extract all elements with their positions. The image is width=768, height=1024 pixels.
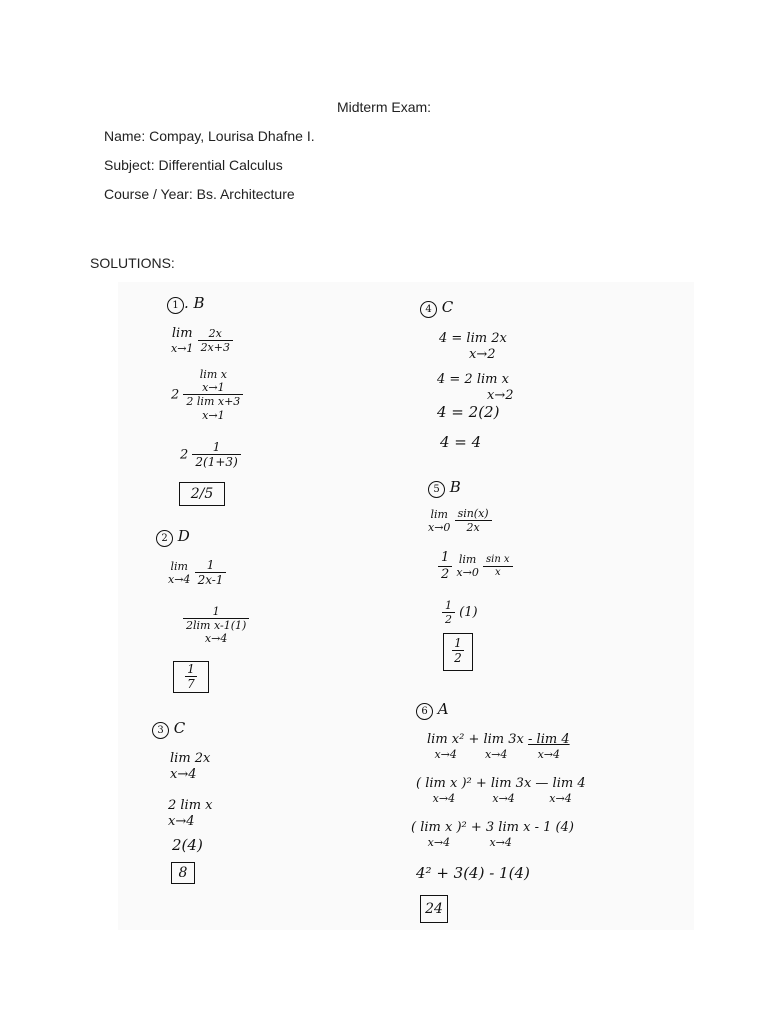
term-c: — lim 4 [535,776,586,791]
term-c-sub: x→4 [537,747,561,761]
fraction-numerator: 1 [195,558,227,573]
term-c: - 1 (4) [534,820,574,835]
problem-5-step-2 [438,550,513,582]
term-c-sub: x→4 [549,791,572,805]
fraction-numerator: 1 [183,605,249,619]
course-line [104,186,295,202]
result-numerator: 1 [454,636,462,650]
problem-1-result-box: 2/5 [179,482,225,506]
problem-5-step-1 [428,507,492,534]
problem-6-number: 6 [416,703,433,720]
term-b-sub: x→4 [489,835,512,849]
problem-3-header [152,719,185,739]
term-a: lim x² [427,732,465,747]
problem-3-answer: C [173,719,186,737]
denominator-lim: 2 lim x+3 [186,395,241,409]
lim-subscript: x→0 [428,520,451,534]
problem-5-number: 5 [428,481,445,498]
term-c: - lim 4 [528,732,570,747]
problem-1-header: 1 . B [167,294,205,314]
problem-6-step-3 [411,820,574,849]
term-b: + lim 3x [468,732,524,747]
term-b: + 3 lim x [470,820,531,835]
course-value: Bs. Architecture [196,186,295,202]
problem-4-answer: C [441,298,454,316]
problem-2-number: 2 [156,530,173,547]
term-b-sub: x→4 [484,747,508,761]
lim-subscript: x→4 [168,813,195,829]
result-numerator: 1 [187,662,195,676]
lim-subscript: x→2 [487,387,514,403]
problem-6-answer: A [437,700,449,718]
name-label: Name: [104,128,146,144]
subject-line [104,157,283,173]
problem-3-step-2 [168,798,213,829]
fraction-numerator: sin(x) [455,507,492,521]
fraction-numerator: 1 [442,599,455,613]
lim-subscript: x→1 [171,341,194,355]
term-b: + lim 3x [475,776,532,791]
fraction-denominator: 2 [445,613,452,627]
subject-label: Subject: [104,157,155,173]
lim-text: lim [458,552,477,566]
solutions-label: SOLUTIONS: [90,255,175,271]
term-a-sub: x→4 [432,791,456,805]
problem-3-number: 3 [152,722,169,739]
problem-4-header [420,298,453,318]
problem-3-step-1 [170,751,210,782]
problem-6-result-box: 24 [420,895,448,923]
term-a: ( lim x )² [416,776,472,791]
fraction-denominator: 2(1+3) [195,455,238,470]
exam-title: Midterm Exam: [336,99,432,115]
numerator-sub: x→1 [202,381,225,395]
problem-2-header [156,527,190,547]
problem-1-number: 1 [167,297,184,314]
fraction-denominator: 2x [466,521,480,535]
name-value: Compay, Lourisa Dhafne I. [149,128,315,144]
step-prefix: 2 [180,447,189,463]
problem-2-step-1 [168,558,226,588]
step-tail: (1) [459,605,478,621]
result-denominator: 2 [454,651,462,665]
problem-3-step-3: 2(4) [172,836,203,854]
term-a-sub: x→4 [434,747,457,761]
lim-subscript: x→4 [204,632,228,646]
fraction-denominator: 2x-1 [197,573,224,588]
problem-5-result-box [443,633,473,671]
lim-text: lim [170,559,188,573]
problem-1-answer: B [193,294,205,312]
problem-3-result-box: 8 [171,862,195,884]
problem-6-header [416,700,449,720]
fraction-numerator: sin x [483,554,513,567]
problem-6-step-4: 4² + 3(4) - 1(4) [416,864,530,882]
fraction-denominator: 2x+3 [200,340,230,354]
problem-5-step-3 [442,599,478,626]
fraction-denominator: x [494,566,501,578]
equation: 4 = lim 2x [439,331,507,346]
fraction-numerator: 2x [198,327,233,341]
course-label: Course / Year: [104,186,193,202]
lim-text: lim [430,507,448,521]
lim-subscript: x→4 [170,766,197,782]
term-a-sub: x→4 [427,835,451,849]
problem-5-answer: B [449,478,461,496]
coefficient-denominator: 2 [441,566,450,582]
fraction-denominator: 2lim x-1(1) [186,619,247,633]
fraction-numerator: 1 [192,440,240,455]
equation: 4 = 2 lim x [437,372,509,387]
lim-subscript: x→4 [168,572,191,586]
lim-text: lim [171,326,193,341]
lim-text: lim 2x [170,751,211,766]
lim-text: 2 lim x [168,798,213,813]
term-a: ( lim x )² [411,820,467,835]
term-b-sub: x→4 [492,791,515,805]
coefficient-numerator: 1 [438,550,452,567]
problem-6-step-2 [416,776,586,805]
problem-2-result-box [173,661,209,693]
result-denominator: 7 [187,677,195,691]
problem-1-step-2 [171,368,243,422]
problem-4-step-1 [439,331,507,362]
problem-4-step-4: 4 = 4 [440,433,482,451]
subject-value: Differential Calculus [158,157,283,173]
problem-4-step-2 [437,372,514,403]
lim-subscript: x→2 [469,346,496,362]
numerator-lim: lim x [199,368,227,381]
problem-2-answer: D [177,527,190,545]
denominator-sub: x→1 [202,408,225,422]
name-line [104,128,315,144]
problem-5-header [428,478,461,498]
problem-4-number: 4 [420,301,437,318]
problem-2-step-2 [183,605,249,646]
problem-6-step-1 [427,732,570,761]
lim-subscript: x→0 [456,566,479,580]
problem-1-step-1 [171,326,233,355]
step-prefix: 2 [171,387,180,403]
problem-1-step-3 [180,440,241,470]
problem-4-step-3: 4 = 2(2) [437,403,500,421]
